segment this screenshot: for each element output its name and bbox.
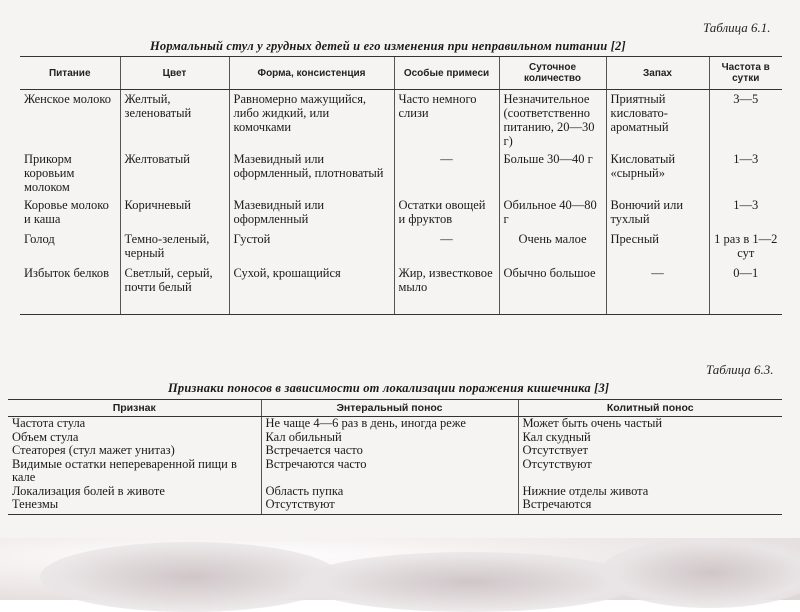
table-cell: 1—3 (709, 196, 782, 230)
table-cell: Сухой, крошащийся (229, 264, 394, 314)
table-cell: Локализация болей в животе (12, 483, 165, 498)
table-row (20, 264, 782, 314)
table-cell: Кал скудный (518, 431, 782, 445)
table-cell: 1 раз в 1—2 сут (709, 230, 782, 264)
table-cell: Нижние отделы живота (518, 485, 782, 499)
table-cell: Прикорм коровьим молоком (24, 152, 75, 194)
table-cell: Больше 30—40 г (499, 150, 606, 196)
column-header: Питание (20, 57, 120, 90)
table-cell: Отсутствуют (261, 498, 518, 514)
table-title: Нормальный стул у грудных детей и его изменения при неправильном питании [2] (150, 39, 626, 53)
table-cell: Стеаторея (стул мажет унитаз) (12, 443, 175, 457)
table-cell: Кал обильный (261, 431, 518, 445)
table-row (20, 150, 782, 196)
table-cell: Желтый, зеленоватый (120, 90, 229, 151)
table-cell: Темно-зеленый, черный (120, 230, 229, 264)
table-row (20, 230, 782, 264)
table-row (8, 485, 782, 499)
column-header: Колитный понос (518, 400, 782, 417)
table-cell: Отсутствует (518, 444, 782, 458)
table-cell: Встречаются (518, 498, 782, 514)
table-cell: Коричневый (120, 196, 229, 230)
table-cell: Пресный (606, 230, 709, 264)
table-row (8, 417, 782, 431)
column-header: Энтеральный понос (261, 400, 518, 417)
table-cell: Тенезмы (8, 498, 261, 514)
table-row (20, 90, 782, 151)
table-cell: Встречается часто (261, 444, 518, 458)
table-cell: — (606, 264, 709, 314)
table-header-row (8, 400, 782, 417)
column-header: Признак (8, 400, 261, 417)
page-curl-shadow (0, 538, 800, 600)
table-cell: 1—3 (709, 150, 782, 196)
table-header-row (20, 57, 782, 90)
table-cell: — (394, 230, 499, 264)
table-cell: Желтоватый (120, 150, 229, 196)
table-cell: Обычно большое (499, 264, 606, 314)
table-cell: Кисловатый «сырный» (606, 150, 709, 196)
table-row (20, 196, 782, 230)
table-caption: Таблица 6.3. (706, 362, 774, 377)
table-cell: Остатки овощей и фруктов (394, 196, 499, 230)
column-header: Форма, консистенция (229, 57, 394, 90)
table-cell: Светлый, серый, почти белый (120, 264, 229, 314)
table-cell: Мазевидный или оформленный (229, 196, 394, 230)
table-row (8, 458, 782, 485)
column-header: Цвет (120, 57, 229, 90)
table-cell: Очень малое (499, 230, 606, 264)
table-cell: Густой (229, 230, 394, 264)
table-cell: Голод (24, 232, 55, 246)
table-cell: Обильное 40—80 г (499, 196, 606, 230)
table-cell: Жир, известковое мыло (394, 264, 499, 314)
table-cell: Коровье молоко и каша (24, 198, 109, 226)
column-header: Частота в сутки (709, 57, 782, 90)
table-cell: Мазевидный или оформленный, плотноватый (229, 150, 394, 196)
stool-norms-table (20, 56, 782, 315)
table-cell: 3—5 (709, 90, 782, 151)
column-header: Особые примеси (394, 57, 499, 90)
table-cell: Женское молоко (24, 92, 112, 106)
table-cell: Избыток белков (20, 264, 120, 314)
table-caption: Таблица 6.1. (703, 20, 771, 35)
table-cell: Отсутствуют (518, 458, 782, 485)
table-cell: — (394, 150, 499, 196)
table-cell: Часто немного слизи (394, 90, 499, 151)
table-cell: Частота стула (12, 416, 86, 430)
table-cell: Объем стула (12, 429, 79, 444)
table-cell: Область пупка (261, 485, 518, 499)
table-cell: Может быть очень частый (518, 417, 782, 431)
table-title: Признаки поносов в зависимости от локализации поражения кишечника [3] (168, 381, 610, 395)
table-cell: 0—1 (709, 264, 782, 314)
table-row (8, 431, 782, 445)
diarrhea-signs-table (8, 399, 782, 515)
table-cell: Встречаются часто (261, 458, 518, 485)
table-cell: Не чаще 4—6 раз в день, иногда реже (261, 417, 518, 431)
column-header: Запах (606, 57, 709, 90)
table-cell: Равномерно мажущийся, либо жидкий, или комочками (229, 90, 394, 151)
table-cell: Приятный кисловато-ароматный (606, 90, 709, 151)
table-row (8, 498, 782, 514)
table-cell: Видимые остатки непереваренной пищи в кале (12, 456, 237, 484)
table-row (8, 444, 782, 458)
table-cell: Вонючий или тухлый (606, 196, 709, 230)
table-cell: Незначительное (соответственно питанию, 20—30 г) (499, 90, 606, 151)
column-header: Суточное количество (499, 57, 606, 90)
